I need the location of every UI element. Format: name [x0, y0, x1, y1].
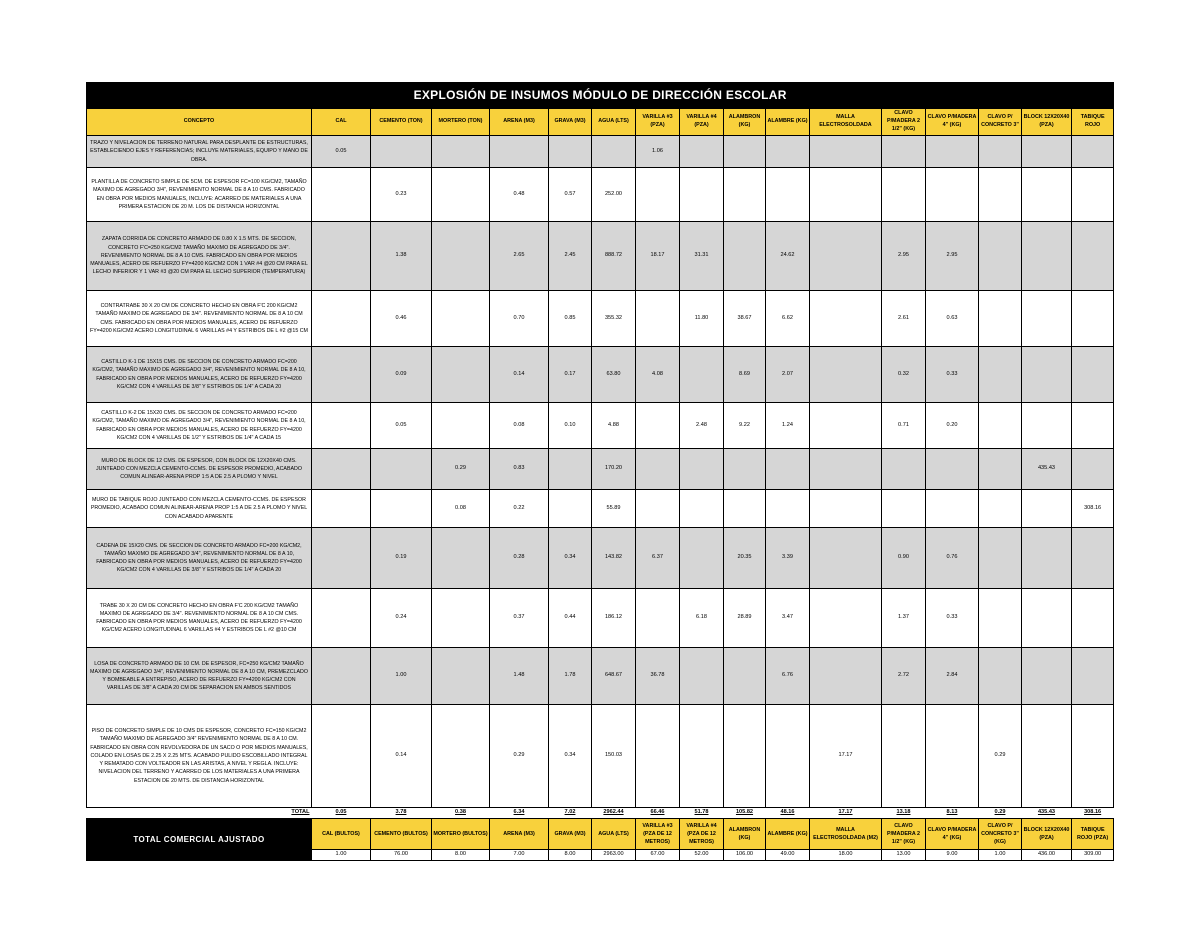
column-header: VARILLA #3 (PZA)	[636, 109, 680, 136]
quantity-cell	[432, 403, 490, 449]
unit-header: ARENA (M3)	[490, 819, 549, 850]
quantity-cell: 435.43	[1022, 449, 1072, 490]
quantity-cell: 0.83	[490, 449, 549, 490]
header-row	[87, 109, 1114, 136]
quantity-cell: 9.22	[724, 403, 766, 449]
quantity-cell: 2.48	[680, 403, 724, 449]
quantity-cell	[1072, 449, 1114, 490]
quantity-cell	[432, 222, 490, 291]
unit-header: CEMENTO (BULTOS)	[371, 819, 432, 850]
quantity-cell: 36.78	[636, 648, 680, 705]
unit-header: CLAVO P/ CONCRETO 3" (KG)	[979, 819, 1022, 850]
quantity-cell	[312, 291, 371, 347]
commercial-quantity-cell: 9.00	[926, 850, 979, 861]
unit-header: MORTERO (BULTOS)	[432, 819, 490, 850]
unit-header: TABIQUE ROJO (PZA)	[1072, 819, 1114, 850]
quantity-cell	[1022, 291, 1072, 347]
quantity-cell: 0.05	[371, 403, 432, 449]
concept-cell: LOSA DE CONCRETO ARMADO DE 10 CM. DE ESPESOR, FC=250 KG/CM2 TAMAÑO MAXIMO DE AGREGADO 3/4", REVENIMIENTO NORMAL DE 8 A 10 CM, PREMEZCLADO Y BOMBEABLE A ENTREPISO, ACERO DE REFUERZO FY=4200 KG/CM2 CON VARILLAS DE 3/8" A CADA 20 CM DE SEPARACION EN AMBOS SENTIDOS	[87, 648, 312, 705]
quantity-cell	[1022, 222, 1072, 291]
quantity-cell	[636, 168, 680, 222]
quantity-cell	[680, 648, 724, 705]
quantity-cell: 0.19	[371, 528, 432, 589]
quantity-cell: 648.67	[592, 648, 636, 705]
quantity-cell	[312, 222, 371, 291]
quantity-cell: 0.34	[549, 528, 592, 589]
quantity-cell	[1072, 136, 1114, 168]
quantity-cell	[810, 222, 882, 291]
quantity-cell	[1072, 648, 1114, 705]
quantity-cell	[1022, 347, 1072, 403]
total-cell: 0.05	[312, 808, 371, 819]
commercial-quantity-cell: 67.00	[636, 850, 680, 861]
quantity-cell	[1022, 648, 1072, 705]
quantity-cell	[882, 490, 926, 528]
quantity-cell	[810, 589, 882, 648]
quantity-cell	[432, 136, 490, 168]
quantity-cell	[810, 648, 882, 705]
total-cell: 308.16	[1072, 808, 1114, 819]
total-cell: 105.82	[724, 808, 766, 819]
quantity-cell: 2.95	[926, 222, 979, 291]
concept-cell: MURO DE TABIQUE ROJO JUNTEADO CON MEZCLA CEMENTO-CCMS. DE ESPESOR PROMEDIO, ACABADO COMUN ALINEAR-ARENA PROP 1:5 A DE 2.5 A PLOMO Y NIVEL CON ACABADO APARENTE	[87, 490, 312, 528]
quantity-cell	[979, 490, 1022, 528]
table-row	[87, 705, 1114, 808]
total-cell: 66.46	[636, 808, 680, 819]
quantity-cell: 1.38	[371, 222, 432, 291]
quantity-cell	[724, 449, 766, 490]
unit-header: VARILLA #3 (PZA DE 12 METROS)	[636, 819, 680, 850]
quantity-cell	[1072, 347, 1114, 403]
quantity-cell: 888.72	[592, 222, 636, 291]
quantity-cell	[979, 403, 1022, 449]
concept-cell: TRABE 30 X 20 CM DE CONCRETO HECHO EN OBRA F'C 200 KG/CM2 TAMAÑO MAXIMO DE AGREGADO DE 3/4". REVENIMIENTO NORMAL DE 8 A 10 CM CMS. FABRICADO EN OBRA POR MEDIOS MANUALES, ACERO DE REFUERZO FY=4200 KG/CM2 ACERO LONGITUDINAL 6 VARILLAS #4 Y ESTRIBOS DE L #2 @10 CM	[87, 589, 312, 648]
quantity-cell: 0.29	[490, 705, 549, 808]
table-row	[87, 449, 1114, 490]
quantity-cell: 6.37	[636, 528, 680, 589]
unit-header: CLAVO P/MADERA 2 1/2" (KG)	[882, 819, 926, 850]
column-header: TABIQUE ROJO	[1072, 109, 1114, 136]
concept-cell: PISO DE CONCRETO SIMPLE DE 10 CMS DE ESPESOR, CONCRETO FC=150 KG/CM2 TAMAÑO MAXIMO DE AGREGADO 3/4" REVENIMIENTO NORMAL DE 8 A 10 CM. FABRICADO EN OBRA CON REVOLVEDORA DE UN SACO O POR MEDIOS MANUALES, COLADO EN LOSAS DE 2.25 X 2.25 MTS. ACABADO PULIDO ESCOBILLADO INTEGRAL Y REMATADO CON VOLTEADOR EN LAS ARISTAS, A NIVEL Y REGLA. INCLUYE: NIVELACION DEL TERRENO Y ACARREO DE LOS MATERIALES A UNA PRIMERA ESTACION DE 20 MTS. DE DISTANCIA HORIZONTAL	[87, 705, 312, 808]
quantity-cell	[810, 291, 882, 347]
quantity-cell: 0.14	[371, 705, 432, 808]
quantity-cell: 143.82	[592, 528, 636, 589]
commercial-quantity-cell: 8.00	[432, 850, 490, 861]
quantity-cell	[680, 705, 724, 808]
quantity-cell	[636, 449, 680, 490]
quantity-cell: 0.17	[549, 347, 592, 403]
quantity-cell	[312, 403, 371, 449]
quantity-cell	[549, 490, 592, 528]
quantity-cell	[432, 705, 490, 808]
quantity-cell: 38.67	[724, 291, 766, 347]
quantity-cell	[810, 136, 882, 168]
table-row	[87, 291, 1114, 347]
quantity-cell: 1.24	[766, 403, 810, 449]
quantity-cell	[926, 705, 979, 808]
quantity-cell: 0.08	[490, 403, 549, 449]
column-header: VARILLA #4 (PZA)	[680, 109, 724, 136]
quantity-cell	[636, 490, 680, 528]
table-row	[87, 403, 1114, 449]
total-cell: 0.29	[979, 808, 1022, 819]
quantity-cell: 0.22	[490, 490, 549, 528]
column-header-concepto: CONCEPTO	[87, 109, 312, 136]
quantity-cell: 2.07	[766, 347, 810, 403]
quantity-cell: 1.00	[371, 648, 432, 705]
quantity-cell: 55.89	[592, 490, 636, 528]
quantity-cell: 8.69	[724, 347, 766, 403]
quantity-cell: 1.37	[882, 589, 926, 648]
quantity-cell	[432, 648, 490, 705]
commercial-quantity-cell: 1.00	[979, 850, 1022, 861]
quantity-cell: 0.48	[490, 168, 549, 222]
quantity-cell: 3.39	[766, 528, 810, 589]
quantity-cell: 0.20	[926, 403, 979, 449]
quantity-cell	[680, 490, 724, 528]
quantity-cell: 17.17	[810, 705, 882, 808]
totals-row	[87, 808, 1114, 819]
quantity-cell: 0.57	[549, 168, 592, 222]
quantity-cell	[1072, 222, 1114, 291]
quantity-cell: 2.95	[882, 222, 926, 291]
column-header: CEMENTO (TON)	[371, 109, 432, 136]
quantity-cell	[979, 291, 1022, 347]
quantity-cell	[766, 449, 810, 490]
commercial-quantity-cell: 52.00	[680, 850, 724, 861]
column-header: CAL	[312, 109, 371, 136]
quantity-cell	[1072, 168, 1114, 222]
quantity-cell: 0.33	[926, 589, 979, 648]
column-header: ALAMBRON (KG)	[724, 109, 766, 136]
quantity-cell: 31.31	[680, 222, 724, 291]
quantity-cell: 0.14	[490, 347, 549, 403]
quantity-cell	[724, 648, 766, 705]
total-cell: 3.78	[371, 808, 432, 819]
quantity-cell	[1022, 589, 1072, 648]
quantity-cell	[312, 168, 371, 222]
quantity-cell	[636, 589, 680, 648]
quantity-cell	[312, 347, 371, 403]
quantity-cell	[882, 136, 926, 168]
quantity-cell	[926, 490, 979, 528]
quantity-cell	[432, 291, 490, 347]
quantity-cell	[724, 705, 766, 808]
quantity-cell: 0.34	[549, 705, 592, 808]
quantity-cell: 6.76	[766, 648, 810, 705]
unit-header: BLOCK 12X20X40 (PZA)	[1022, 819, 1072, 850]
quantity-cell	[882, 449, 926, 490]
commercial-quantity-cell: 49.00	[766, 850, 810, 861]
quantity-cell	[766, 490, 810, 528]
commercial-quantity-cell: 106.00	[724, 850, 766, 861]
quantity-cell: 150.03	[592, 705, 636, 808]
commercial-quantity-cell: 2963.00	[592, 850, 636, 861]
quantity-cell	[1022, 136, 1072, 168]
quantity-cell	[1022, 705, 1072, 808]
quantity-cell	[1022, 168, 1072, 222]
quantity-cell: 2.65	[490, 222, 549, 291]
quantity-cell: 2.84	[926, 648, 979, 705]
quantity-cell: 0.37	[490, 589, 549, 648]
concept-cell: CADENA DE 15X20 CMS. DE SECCION DE CONCRETO ARMADO FC=200 KG/CM2, TAMAÑO MAXIMO DE AGREGADO 3/4", REVENIMIENTO NORMAL DE 8 A 10, FABRICADO EN OBRA POR MEDIOS MANUALES, ACERO DE REFUERZO FY=4200 KG/CM2 CON 4 VARILLAS DE 3/8" Y ESTRIBOS DE 1/4" A CADA 20	[87, 528, 312, 589]
quantity-cell	[766, 168, 810, 222]
quantity-cell: 0.29	[979, 705, 1022, 808]
column-header: MALLA ELECTROSOLDADA	[810, 109, 882, 136]
commercial-units-row	[87, 819, 1114, 850]
quantity-cell: 11.80	[680, 291, 724, 347]
quantity-cell	[680, 528, 724, 589]
quantity-cell	[432, 347, 490, 403]
quantity-cell	[371, 136, 432, 168]
unit-header: ALAMBRON (KG)	[724, 819, 766, 850]
table-row	[87, 168, 1114, 222]
materials-breakdown-table	[86, 82, 1114, 861]
concept-cell: CONTRATRABE 30 X 20 CM DE CONCRETO HECHO EN OBRA F'C 200 KG/CM2 TAMAÑO MAXIMO DE AGREGADO DE 3/4". REVENIMIENTO NORMAL DE 8 A 10 CM CMS. FABRICADO EN OBRA POR MEDIOS MANUALES, ACERO DE REFUERZO FY=4200 KG/CM2 ACERO LONGITUDINAL 6 VARILLAS #4 Y ESTRIBOS DE L #2 @15 CM	[87, 291, 312, 347]
quantity-cell	[979, 222, 1022, 291]
quantity-cell	[724, 168, 766, 222]
quantity-cell: 6.62	[766, 291, 810, 347]
quantity-cell	[979, 648, 1022, 705]
quantity-cell: 0.09	[371, 347, 432, 403]
unit-header: CAL (BULTOS)	[312, 819, 371, 850]
quantity-cell: 0.23	[371, 168, 432, 222]
quantity-cell	[766, 705, 810, 808]
total-cell: 0.38	[432, 808, 490, 819]
total-cell: 6.34	[490, 808, 549, 819]
quantity-cell	[549, 449, 592, 490]
quantity-cell: 170.20	[592, 449, 636, 490]
unit-header: VARILLA #4 (PZA DE 12 METROS)	[680, 819, 724, 850]
quantity-cell	[979, 168, 1022, 222]
quantity-cell: 0.76	[926, 528, 979, 589]
quantity-cell	[810, 528, 882, 589]
column-header: MORTERO (TON)	[432, 109, 490, 136]
quantity-cell	[979, 449, 1022, 490]
quantity-cell	[371, 449, 432, 490]
commercial-quantity-cell: 436.00	[1022, 850, 1072, 861]
quantity-cell: 4.08	[636, 347, 680, 403]
table-row	[87, 648, 1114, 705]
quantity-cell	[810, 449, 882, 490]
quantity-cell	[724, 490, 766, 528]
quantity-cell: 0.28	[490, 528, 549, 589]
quantity-cell	[1022, 528, 1072, 589]
column-header: BLOCK 12X20X40 (PZA)	[1022, 109, 1072, 136]
table-row	[87, 528, 1114, 589]
quantity-cell: 0.70	[490, 291, 549, 347]
quantity-cell	[636, 705, 680, 808]
quantity-cell: 0.46	[371, 291, 432, 347]
quantity-cell	[810, 168, 882, 222]
quantity-cell	[882, 168, 926, 222]
commercial-quantity-cell: 76.00	[371, 850, 432, 861]
quantity-cell	[312, 449, 371, 490]
commercial-quantity-cell: 8.00	[549, 850, 592, 861]
quantity-cell	[1072, 589, 1114, 648]
quantity-cell	[371, 490, 432, 528]
commercial-quantity-cell: 1.00	[312, 850, 371, 861]
quantity-cell	[882, 705, 926, 808]
concept-cell: TRAZO Y NIVELACION DE TERRENO NATURAL PARA DESPLANTE DE ESTRUCTURAS, ESTABLECIENDO EJES Y REFERENCIAS; INCLUYE MATERIALES, EQUIPO Y MANO DE OBRA.	[87, 136, 312, 168]
quantity-cell	[810, 490, 882, 528]
total-cell: 17.17	[810, 808, 882, 819]
quantity-cell: 0.29	[432, 449, 490, 490]
total-cell: 51.78	[680, 808, 724, 819]
quantity-cell	[312, 490, 371, 528]
quantity-cell	[979, 347, 1022, 403]
table-row	[87, 490, 1114, 528]
commercial-quantity-cell: 13.00	[882, 850, 926, 861]
concept-cell: MURO DE BLOCK DE 12 CMS. DE ESPESOR, CON BLOCK DE 12X20X40 CMS. JUNTEADO CON MEZCLA CEMENTO-CCMS. DE ESPESOR PROMEDIO, ACABADO COMUN ALINEAR-ARENA PROP 1:5 A DE 2.5 A PLOMO Y NIVEL	[87, 449, 312, 490]
quantity-cell: 0.71	[882, 403, 926, 449]
quantity-cell	[1022, 403, 1072, 449]
quantity-cell: 6.18	[680, 589, 724, 648]
quantity-cell: 0.85	[549, 291, 592, 347]
quantity-cell	[810, 347, 882, 403]
quantity-cell	[724, 136, 766, 168]
quantity-cell: 186.12	[592, 589, 636, 648]
unit-header: AGUA (LTS)	[592, 819, 636, 850]
total-cell: 48.16	[766, 808, 810, 819]
quantity-cell: 1.48	[490, 648, 549, 705]
total-cell: 13.18	[882, 808, 926, 819]
concept-cell: CASTILLO K-2 DE 15X20 CMS. DE SECCION DE CONCRETO ARMADO FC=200 KG/CM2, TAMAÑO MAXIMO DE AGREGADO 3/4", REVENIMIENTO NORMAL DE 8 A 10, FABRICADO EN OBRA POR MEDIOS MANUALES, ACERO DE REFUERZO FY=4200 KG/CM2 CON 4 VARILLAS DE 1/2" Y ESTRIBOS DE 1/4" A CADA 15	[87, 403, 312, 449]
quantity-cell: 3.47	[766, 589, 810, 648]
quantity-cell	[926, 168, 979, 222]
quantity-cell	[312, 589, 371, 648]
column-header: CLAVO P/MADERA 4" (KG)	[926, 109, 979, 136]
quantity-cell	[680, 347, 724, 403]
quantity-cell: 18.17	[636, 222, 680, 291]
commercial-quantity-cell: 309.00	[1072, 850, 1114, 861]
quantity-cell	[312, 528, 371, 589]
quantity-cell	[926, 449, 979, 490]
quantity-cell: 355.32	[592, 291, 636, 347]
concept-cell: ZAPATA CORRIDA DE CONCRETO ARMADO DE 0.80 X 1.5 MTS. DE SECCION, CONCRETO F'C=250 KG/CM2 TAMAÑO MAXIMO DE AGREGADO DE 3/4". REVENIMIENTO NORMAL DE 8 A 10 CMS. FABRICADO EN OBRA POR MEDIOS MANUALES, ACERO DE REFUERZO FY=4200 KG/CM2 CON 1 VAR #4 @20 CM PARA EL LECHO INFERIOR Y 1 VAR #3 @20 CM PARA EL LECHO SUPERIOR (TEMPERATURA)	[87, 222, 312, 291]
quantity-cell: 4.88	[592, 403, 636, 449]
commercial-quantity-cell: 7.00	[490, 850, 549, 861]
commercial-total-label: TOTAL COMERCIAL AJUSTADO	[87, 819, 312, 861]
quantity-cell: 0.90	[882, 528, 926, 589]
quantity-cell	[979, 528, 1022, 589]
quantity-cell: 0.10	[549, 403, 592, 449]
total-cell: 8.13	[926, 808, 979, 819]
quantity-cell	[549, 136, 592, 168]
column-header: CLAVO P/MADERA 2 1/2" (KG)	[882, 109, 926, 136]
quantity-cell	[432, 168, 490, 222]
table-row	[87, 136, 1114, 168]
quantity-cell: 2.45	[549, 222, 592, 291]
unit-header: ALAMBRE (KG)	[766, 819, 810, 850]
table-row	[87, 347, 1114, 403]
quantity-cell	[724, 222, 766, 291]
quantity-cell	[680, 168, 724, 222]
quantity-cell: 0.33	[926, 347, 979, 403]
quantity-cell	[766, 136, 810, 168]
quantity-cell: 0.63	[926, 291, 979, 347]
unit-header: GRAVA (M3)	[549, 819, 592, 850]
quantity-cell	[432, 528, 490, 589]
quantity-cell	[979, 589, 1022, 648]
concept-cell: CASTILLO K-1 DE 15X15 CMS. DE SECCION DE CONCRETO ARMADO FC=200 KG/CM2, TAMAÑO MAXIMO DE AGREGADO 3/4", REVENIMIENTO NORMAL DE 8 A 10, FABRICADO EN OBRA POR MEDIOS MANUALES, ACERO DE REFUERZO FY=4200 KG/CM2 CON 4 VARILLAS DE 3/8" Y ESTRIBOS DE 1/4" A CADA 20	[87, 347, 312, 403]
quantity-cell: 0.44	[549, 589, 592, 648]
total-cell: 7.02	[549, 808, 592, 819]
quantity-cell	[490, 136, 549, 168]
quantity-cell: 63.80	[592, 347, 636, 403]
quantity-cell	[636, 291, 680, 347]
quantity-cell	[1072, 528, 1114, 589]
quantity-cell: 252.00	[592, 168, 636, 222]
quantity-cell	[680, 136, 724, 168]
table-row	[87, 222, 1114, 291]
quantity-cell: 1.78	[549, 648, 592, 705]
quantity-cell: 2.61	[882, 291, 926, 347]
quantity-cell: 0.05	[312, 136, 371, 168]
totals-label: TOTAL	[87, 808, 312, 819]
quantity-cell	[312, 648, 371, 705]
column-header: ARENA (M3)	[490, 109, 549, 136]
quantity-cell	[1072, 291, 1114, 347]
quantity-cell: 308.16	[1072, 490, 1114, 528]
quantity-cell	[810, 403, 882, 449]
column-header: AGUA (LTS)	[592, 109, 636, 136]
quantity-cell	[592, 136, 636, 168]
quantity-cell	[1072, 403, 1114, 449]
total-cell: 435.43	[1022, 808, 1072, 819]
quantity-cell	[979, 136, 1022, 168]
quantity-cell	[312, 705, 371, 808]
sheet-title: EXPLOSIÓN DE INSUMOS MÓDULO DE DIRECCIÓN ESCOLAR	[87, 83, 1114, 109]
quantity-cell: 2.72	[882, 648, 926, 705]
quantity-cell	[926, 136, 979, 168]
quantity-cell: 20.35	[724, 528, 766, 589]
quantity-cell	[1072, 705, 1114, 808]
column-header: CLAVO P/ CONCRETO 3"	[979, 109, 1022, 136]
quantity-cell	[636, 403, 680, 449]
quantity-cell	[1022, 490, 1072, 528]
quantity-cell	[432, 589, 490, 648]
table-row	[87, 589, 1114, 648]
column-header: GRAVA (M3)	[549, 109, 592, 136]
quantity-cell: 0.32	[882, 347, 926, 403]
unit-header: MALLA ELECTROSOLDADA (M2)	[810, 819, 882, 850]
commercial-quantity-cell: 18.00	[810, 850, 882, 861]
quantity-cell	[680, 449, 724, 490]
quantity-cell: 0.08	[432, 490, 490, 528]
column-header: ALAMBRE (KG)	[766, 109, 810, 136]
unit-header: CLAVO P/MADERA 4" (KG)	[926, 819, 979, 850]
quantity-cell: 28.89	[724, 589, 766, 648]
quantity-cell: 1.06	[636, 136, 680, 168]
total-cell: 2962.44	[592, 808, 636, 819]
quantity-cell: 24.62	[766, 222, 810, 291]
quantity-cell: 0.24	[371, 589, 432, 648]
concept-cell: PLANTILLA DE CONCRETO SIMPLE DE 5CM. DE ESPESOR FC=100 KG/CM2, TAMAÑO MAXIMO DE AGREGADO 3/4", REVENIMIENTO NORMAL DE 8 A 10 CMS. FABRICADO EN OBRA POR MEDIOS MANUALES, INCLUYE: ACARREO DE MATERIALES A UNA PRIMERA ESTACION DE 20 M. LOS DE DISTANCIA HORIZONTAL	[87, 168, 312, 222]
